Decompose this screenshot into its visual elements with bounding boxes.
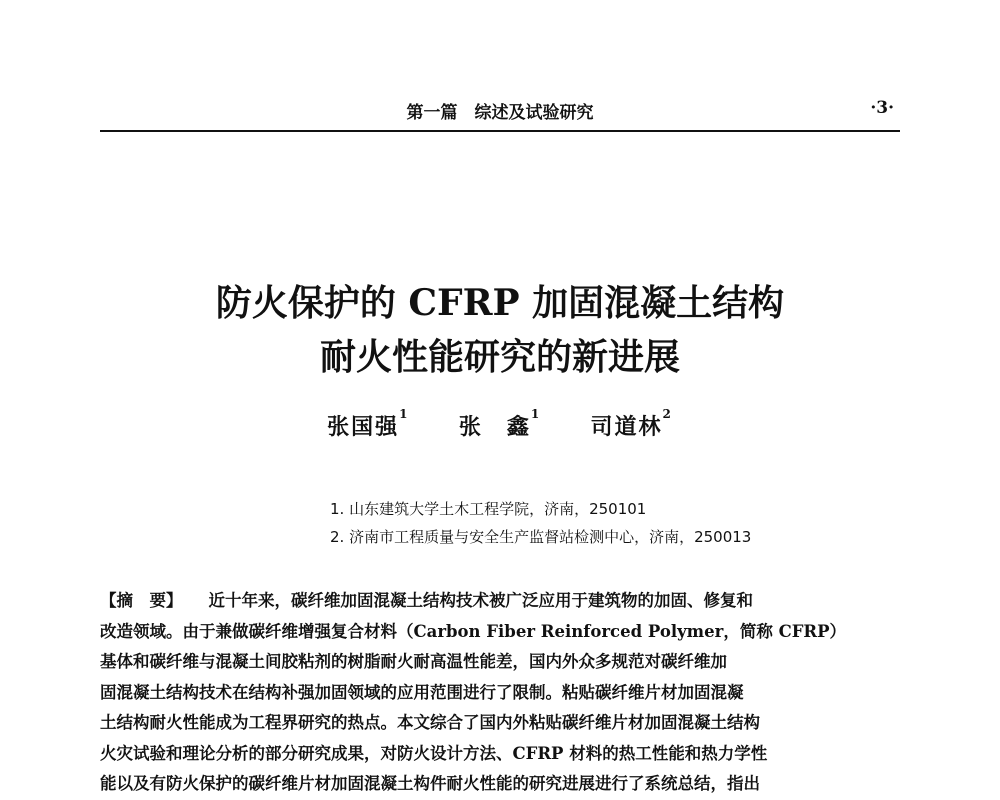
title-line-2: 耐火性能研究的新进展 — [319, 336, 680, 378]
title-line-1: 防火保护的 CFRP 加固混凝土结构 — [215, 282, 785, 324]
abstract-line: 火灾试验和理论分析的部分研究成果，对防火设计方法、CFRP 材料的热工性能和热力学性 — [100, 743, 768, 763]
page-number: ·3· — [870, 98, 894, 118]
author-affil-mark: 1 — [399, 407, 410, 421]
abstract-line: 土结构耐火性能成为工程界研究的热点。本文综合了国内外粘贴碳纤维片材加固混凝土结构 — [100, 713, 760, 732]
affiliation-2: 2. 济南市工程质量与安全生产监督站检测中心，济南，250013 — [330, 528, 752, 546]
abstract-block — [100, 586, 908, 800]
affiliation-1: 1. 山东建筑大学土木工程学院，济南，250101 — [330, 500, 647, 518]
author-affil-mark: 1 — [530, 407, 542, 421]
header-section-title: 第一篇 综述及试验研究 — [406, 103, 594, 123]
author-name: 张 鑫 — [458, 414, 531, 440]
abstract-line: 固混凝土结构技术在结构补强加固领域的应用范围进行了限制。粘贴碳纤维片材加固混凝 — [100, 682, 744, 702]
author-name: 张国强 — [327, 414, 400, 440]
abstract-label: 【摘 要】 — [100, 591, 183, 610]
abstract-line: 能以及有防火保护的碳纤维片材加固混凝土构件耐火性能的研究进展进行了系统总结，指出 — [100, 774, 760, 793]
abstract-line: 改造领域。由于兼做碳纤维增强复合材料（Carbon Fiber Reinforced Polymer，简称 CFRP） — [100, 621, 847, 641]
paper-title — [0, 276, 1000, 384]
running-header — [100, 96, 900, 132]
affiliation-list — [330, 495, 751, 551]
author-list — [0, 407, 1000, 441]
author-name: 司道林 — [590, 414, 663, 440]
abstract-line: 基体和碳纤维与混凝土间胶粘剂的树脂耐火耐高温性能差，国内外众多规范对碳纤维加 — [100, 652, 727, 671]
abstract-line: 【摘 要】 近十年来，碳纤维加固混凝土结构技术被广泛应用于建筑物的加固、修复和 — [100, 591, 753, 610]
author-affil-mark: 2 — [662, 407, 673, 421]
